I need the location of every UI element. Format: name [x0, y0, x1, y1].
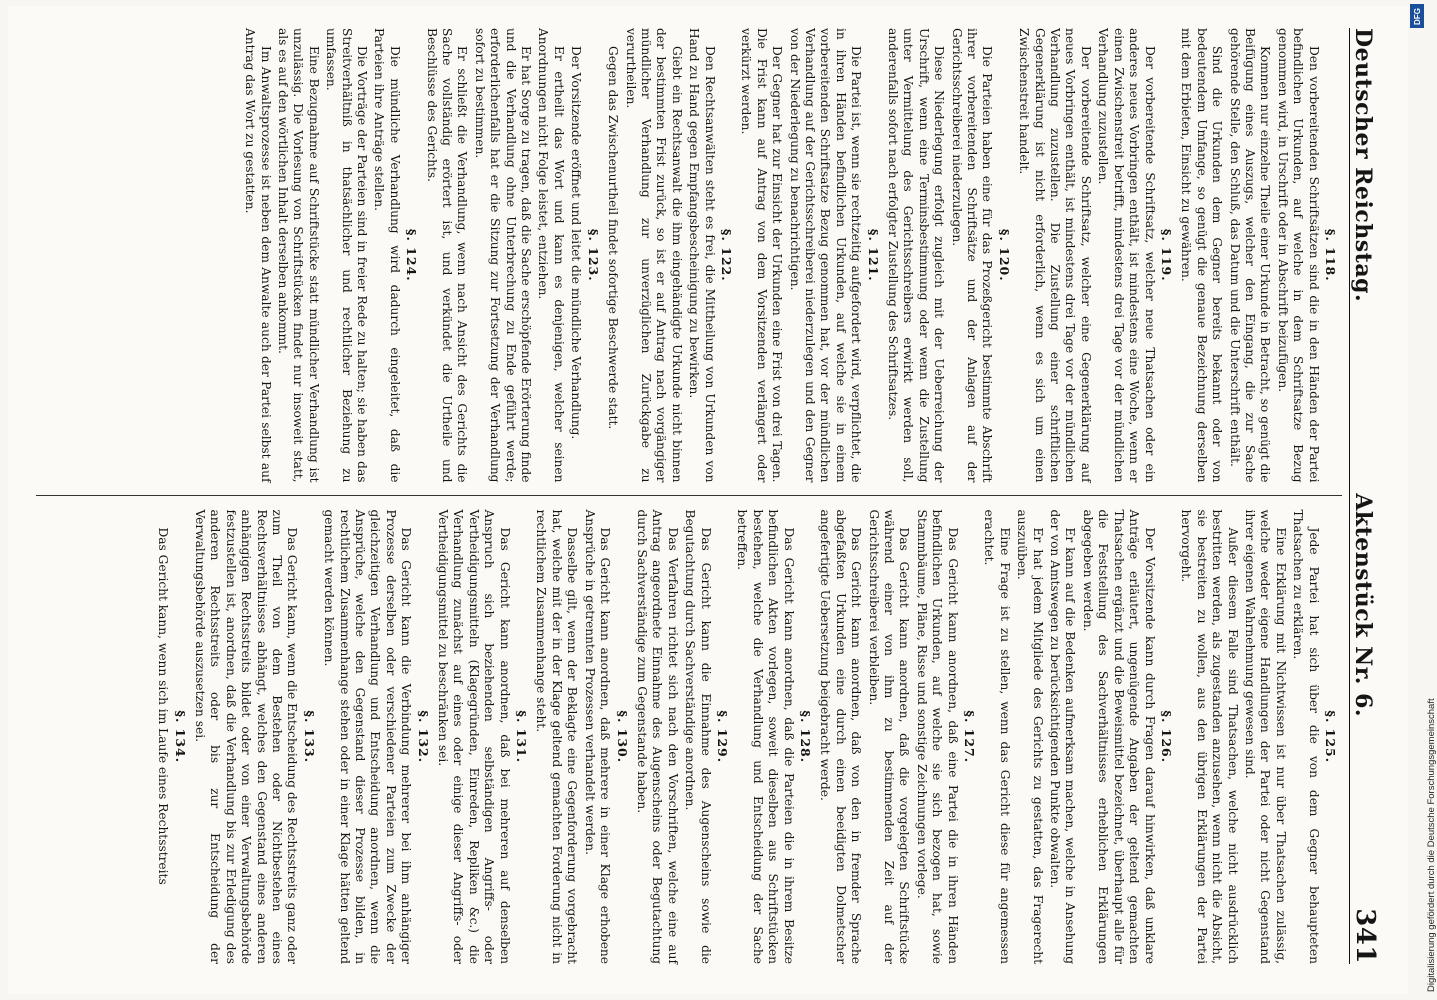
section-heading: §. 132.	[415, 710, 431, 764]
paragraph: Eine Bezugnahme auf Schriftstücke statt mündlicher Verhandlung ist unzulässig. Die Vorlesung von Schriftstücken findet nur insoweit statt, als es auf den wörtlichen Inhalt derselben ankommt.	[276, 28, 321, 483]
section-heading: §. 128.	[798, 710, 813, 764]
paragraph: Die Parteien haben eine für das Prozeßgericht bestimmte Abschrift ihrer vorbereitenden Schriftsätze und der Anlagen auf der Gerichtsschreiberei niederzulegen.	[949, 28, 995, 483]
paragraph: Jede Partei hat sich über die von dem Gegner behaupteten Thatsachen zu erklären.	[1291, 509, 1321, 964]
section-heading: §. 129.	[714, 710, 730, 764]
paragraph: Das Gericht kann, wenn sich im Laufe eines Rechtsstreits	[156, 527, 171, 885]
dfg-logo	[1410, 4, 1424, 28]
paragraph: Außer diesem Falle sind Thatsachen, welche nicht ausdrücklich bestritten werden, als zugestanden anzusehen, wenn nicht die Absicht, sie bestreiten zu wollen, aus den übrigen Erklärungen der Partei hervorgeht.	[1179, 509, 1240, 964]
dfg-watermark-text: Digitalisierung gefördert durch die Deutsche Forschungsgemeinschaft	[1426, 698, 1437, 992]
paragraph: Giebt ein Rechtsanwalt die ihm eingehändigte Urkunde nicht binnen der bestimmten Frist zurück, so ist er auf Antrag nach vorgängiger mündlicher Verhandlung zur unverzüglichen Zurückgabe zu verurtheilen.	[623, 28, 684, 483]
paragraph: Dasselbe gilt, wenn der Beklagte eine Gegenforderung vorgebracht hat, welche mit der in der Klage geltend gemachten Forderung nicht in rechtlichem Zusammenhange steht.	[534, 509, 580, 964]
paragraph: Das Gericht kann anordnen, daß von den in fremder Sprache abgefaßten Urkunden eine durch einen beeidigten Dolmetscher angefertigte Uebersetzung beigebracht werde.	[818, 509, 864, 964]
paragraph: Das Gericht kann, wenn die Entscheidung des Rechtsstreits ganz oder zum Theil von dem Bestehen oder Nichtbestehen eines Rechtsverhältnisses abhängt, welches den Gegenstand eines anderen anhängigen Rechtsstreits bildet oder von einer Verwaltungsbehörde festzustellen ist, anordnen, daß die Verhandlung bis zur Erledigung des anderen Rechtsstreits oder bis zur Entscheidung der Verwaltungsbehörde auszusetzen sei.	[192, 509, 300, 964]
scanned-page	[8, 6, 1408, 994]
paragraph: Der Gegner hat zur Einsicht der Urkunden eine Frist von drei Tagen. Die Frist kann auf Antrag von dem Vorsitzenden verlängert oder verkürzt werden.	[739, 28, 785, 483]
paragraph: Das Gericht kann die Einnahme des Augenscheins sowie die Begutachtung durch Sachverständige anordnen.	[683, 509, 713, 964]
paragraph: Das Gericht kann anordnen, daß die Parteien die in ihrem Besitze befindlichen Akten vorlegen, soweit dieselben aus Schriftstücken bestehen, welche die Verhandlung und Entscheidung der Sache betreffen.	[735, 509, 796, 964]
watermark-strip	[1410, 0, 1437, 1000]
section-heading: §. 131.	[514, 710, 530, 764]
paragraph: Das Gericht kann die Verbindung mehrerer bei ihm anhängiger Prozesse derselben oder verschiedener Parteien zum Zwecke der gleichzeitigen Verhandlung und Entscheidung anordnen, wenn die Ansprüche, welche den Gegenstand dieser Prozesse bilden, in rechtlichem Zusammenhange stehen oder in einer Klage hätten geltend gemacht werden können.	[322, 509, 414, 964]
paragraph: Sind die Urkunden dem Gegner bereits bekannt oder von bedeutendem Umfange, so genügt die genaue Bezeichnung derselben mit dem Erbieten, Einsicht zu gewähren.	[1179, 28, 1225, 483]
paragraph: Der vorbereitende Schriftsatz, welcher neue Thatsachen oder ein anderes neues Vorbringen enthält, ist mindestens eine Woche, wenn er einen Zwischenstreit betrifft, mindestens drei Tage vor der mündlichen Verhandlung zuzustellen.	[1096, 28, 1157, 483]
dfg-logo-text: DFG	[1412, 7, 1422, 25]
section-heading: §. 126.	[1158, 710, 1174, 764]
paragraph: Diese Niederlegung erfolgt zugleich mit der Ueberreichung der Urschrift, wenn eine Terminsbestimmung oder wenn die Zustellung unter Vermittelung des Gerichtsschreibers erwirkt werden soll, anderenfalls sofort nach erfolgter Zustellung des Schriftsatzes.	[886, 28, 947, 483]
page-number: 341	[1350, 908, 1380, 964]
section-heading: §. 123.	[585, 228, 601, 282]
paragraph: Der Vorsitzende kann durch Fragen darauf hinwirken, daß unklare Anträge erläutert, ungenügende Angaben der geltend gemachten Thatsachen ergänzt und die Beweismittel bezeichnet, überhaupt alle für die Feststellung des Sachverhältnisses erheblichen Erklärungen abgegeben werden.	[1080, 509, 1157, 964]
right-column	[36, 510, 1342, 965]
document-page	[16, 6, 1408, 994]
header-left: Deutscher Reichstag.	[1350, 28, 1376, 303]
paragraph: Den Rechtsanwälten steht es frei, die Mittheilung von Urkunden von Hand zu Hand gegen Empfangsbescheinigung zu bewirken.	[687, 28, 717, 483]
paragraph: Eine Frage ist zu stellen, wenn das Gericht diese für angemessen erachtet.	[982, 509, 1012, 964]
paragraph: Er ertheilt das Wort und kann es denjenigen, welcher seinen Anordnungen nicht Folge leistet, entziehen.	[536, 28, 566, 483]
paragraph: Er kann auf die Bedenken aufmerksam machen, welche in Ansehung der von Amtswegen zu berücksichtigenden Punkte obwalten.	[1048, 509, 1078, 964]
paragraph: Er hat Sorge zu tragen, daß die Sache erschöpfende Erörterung finde und die Verhandlung ohne Unterbrechung zu Ende geführt werde; erforderlichenfalls hat er die Sitzung zur Fortsetzung der Verhandlung sofort zu bestimmen.	[472, 28, 534, 483]
section-heading: §. 119.	[1158, 228, 1174, 282]
paragraph: Kommen nur einzelne Theile einer Urkunde in Betracht, so genügt die Beifügung eines Auszugs, welcher den Eingang, die zur Sache gehörende Stelle, den Schluß, das Datum und die Unterschrift enthält.	[1227, 28, 1273, 483]
paragraph: Gegen das Zwischenurtheil findet sofortige Beschwerde statt.	[606, 46, 621, 430]
paragraph: Die Partei ist, wenn sie rechtzeitig aufgefordert wird, verpflichtet, die in ihren Händen befindlichen Urkunden, auf welche sie in einem vorbereitenden Schriftsatze Bezug genommen hat, vor der mündlichen Verhandlung auf der Gerichtsschreiberei niederzulegen und den Gegner von der Niederlegung zu benachrichtigen.	[787, 28, 864, 483]
text-columns	[36, 28, 1342, 964]
paragraph: Eine Erklärung mit Nichtwissen ist nur über Thatsachen zulässig, welche weder eigene Handlungen der Partei oder nicht Gegenstand ihrer eigenen Wahrnehmung gewesen sind.	[1242, 509, 1288, 964]
rotated-page-content	[16, 6, 1408, 994]
section-heading: §. 120.	[996, 228, 1012, 282]
section-heading: §. 118.	[1323, 228, 1338, 282]
section-heading: §. 127.	[962, 710, 978, 764]
section-heading: §. 133.	[301, 710, 317, 764]
left-column	[36, 28, 1342, 496]
header-center: Aktenstück Nr. 6.	[1350, 493, 1376, 718]
paragraph: Das Gericht kann anordnen, daß bei mehreren auf denselben Anspruch sich beziehenden selbständigen Angriffs- oder Vertheidigungsmitteln (Klagegründen, Einreden, Repliken &c.) die Verhandlung zunächst auf eines oder einige dieser Angriffs- oder Vertheidigungsmittel zu beschränken sei.	[436, 509, 512, 964]
paragraph: Die Vorträge der Parteien sind in freier Rede zu halten; sie haben das Streitverhältniß in thatsächlicher und rechtlicher Beziehung zu umfassen.	[324, 28, 370, 483]
paragraph: Die mündliche Verhandlung wird dadurch eingeleitet, daß die Parteien ihre Anträge stellen.	[372, 28, 402, 483]
paragraph: Den vorbereitenden Schriftsätzen sind die in den Händen der Partei befindlichen Urkunden, auf welche in dem Schriftsatze Bezug genommen wird, in Urschrift oder in Abschrift beizufügen.	[1275, 28, 1321, 483]
section-heading: §. 124.	[404, 228, 420, 282]
paragraph: Er schließt die Verhandlung, wenn nach Ansicht des Gerichts die Sache vollständig erörtert ist, und verkündet die Urtheile und Beschlüsse des Gerichts.	[424, 28, 470, 483]
paragraph: Der vorbereitende Schriftsatz, welcher eine Gegenerklärung auf neues Vorbringen enthält, ist mindestens drei Tage vor der mündlichen Verhandlung zuzustellen. Die Zustellung einer schriftlichen Gegenerklärung ist nicht erforderlich, wenn es sich um einen Zwischenstreit handelt.	[1017, 28, 1093, 483]
section-heading: §. 121.	[865, 228, 881, 282]
section-heading: §. 130.	[614, 710, 630, 764]
page-header	[1349, 28, 1390, 964]
section-heading: §. 134.	[172, 710, 188, 764]
paragraph: Das Gericht kann anordnen, daß die vorgelegten Schriftstücke während einer von ihm zu bestimmenden Zeit auf der Gerichtsschreiberei verbleiben.	[866, 509, 912, 964]
paragraph: Das Gericht kann anordnen, daß eine Partei die in ihren Händen befindlichen Urkunden, auf welche sie sich bezogen hat, sowie Stammbäume, Pläne, Risse und sonstige Zeichnungen vorlege.	[914, 509, 960, 964]
paragraph: Das Verfahren richtet sich nach den Vorschriften, welche eine auf Antrag angeordnete Einnahme des Augenscheins oder Begutachtung durch Sachverständige zum Gegenstande haben.	[634, 509, 680, 964]
paragraph: Das Gericht kann anordnen, daß mehrere in einer Klage erhobene Ansprüche in getrennten Prozessen verhandelt werden.	[582, 509, 613, 964]
paragraph: Er hat jedem Mitgliede des Gerichts zu gestatten, das Fragerecht auszuüben.	[1015, 509, 1045, 964]
paragraph: Im Anwaltsprozesse ist neben dem Anwalte auch der Partei selbst auf Antrag das Wort zu gestatten.	[243, 28, 273, 483]
section-heading: §. 125.	[1323, 710, 1338, 764]
section-heading: §. 122.	[718, 228, 734, 282]
paragraph: Der Vorsitzende eröffnet und leitet die mündliche Verhandlung.	[569, 46, 584, 440]
